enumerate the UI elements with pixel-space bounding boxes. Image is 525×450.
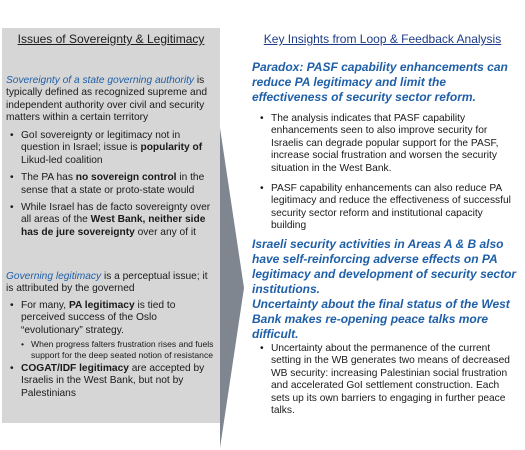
list-item: • The PA has no sovereign control in the sense that a state or proto-state would: [10, 172, 216, 197]
list-item: • PASF capability enhancements can also reduce PA legitimacy and reduce the effectiveness of successful security sector reform and institutional capacity building: [260, 183, 518, 233]
list-item: • COGAT/IDF legitimacy are accepted by Israelis in the West Bank, but not by Palestinians: [10, 363, 216, 400]
legitimacy-definition: Governing legitimacy is a perceptual issue; it is attributed by the governed: [6, 271, 208, 295]
list-item: • Uncertainty about the permanence of the current setting in the WB generates two means of decreased WB security: increasing Palestinian social frustration and accelerated GoI settlement construction. Each sets up its own barriers to engaging in further peace talks.: [260, 343, 518, 417]
list-item: • The analysis indicates that PASF capability enhancements seen to also improve security for Israelis can degrade popular support for the PASF, increase social frustration and worsen the security situation in the West Bank.: [260, 113, 518, 175]
legitimacy-term: Governing legitimacy: [6, 271, 102, 282]
list-item: • GoI sovereignty or legitimacy not in question in Israel; issue is popularity of Likud-led coalition: [10, 130, 216, 167]
paradox-bullets: [260, 113, 518, 233]
paradox-heading: Paradox: PASF capability enhancements can reduce PA legitimacy and limit the effectiveness of security sector reform.: [252, 60, 508, 104]
right-panel-title: Key Insights from Loop & Feedback Analysis: [263, 32, 502, 46]
israeli-security-heading: Israeli security activities in Areas A & B also have self-reinforcing adverse effects on PA legitimacy and development of security sector institutions.: [252, 237, 517, 296]
uncertainty-heading: Uncertainty about the final status of the West Bank makes re-opening peace talks more difficult.: [252, 297, 510, 341]
legitimacy-bullets: [10, 300, 216, 400]
sovereignty-bullets: [10, 130, 216, 239]
sovereignty-term: Sovereignty of a state governing authority: [6, 75, 195, 86]
list-item: • For many, PA legitimacy is tied to perceived success of the Oslo “evolutionary” strategy. • When progress falters frustration rises and fuels support for the deep seated notion of resistance: [10, 300, 216, 360]
left-panel-title: Issues of Sovereignty & Legitimacy: [17, 32, 205, 46]
sub-list-item: • When progress falters frustration rises and fuels support for the deep seated notion of resistance: [21, 339, 216, 360]
list-item: • While Israel has de facto sovereignty over all areas of the West Bank, neither side has de jure sovereignty over any of it: [10, 202, 216, 239]
sovereignty-definition: Sovereignty of a state governing authority is typically defined as recognized supreme and independent authority over civil and security matters within a certain territory: [6, 75, 208, 124]
uncertainty-bullets: [260, 343, 518, 417]
flow-arrow: [220, 128, 244, 448]
